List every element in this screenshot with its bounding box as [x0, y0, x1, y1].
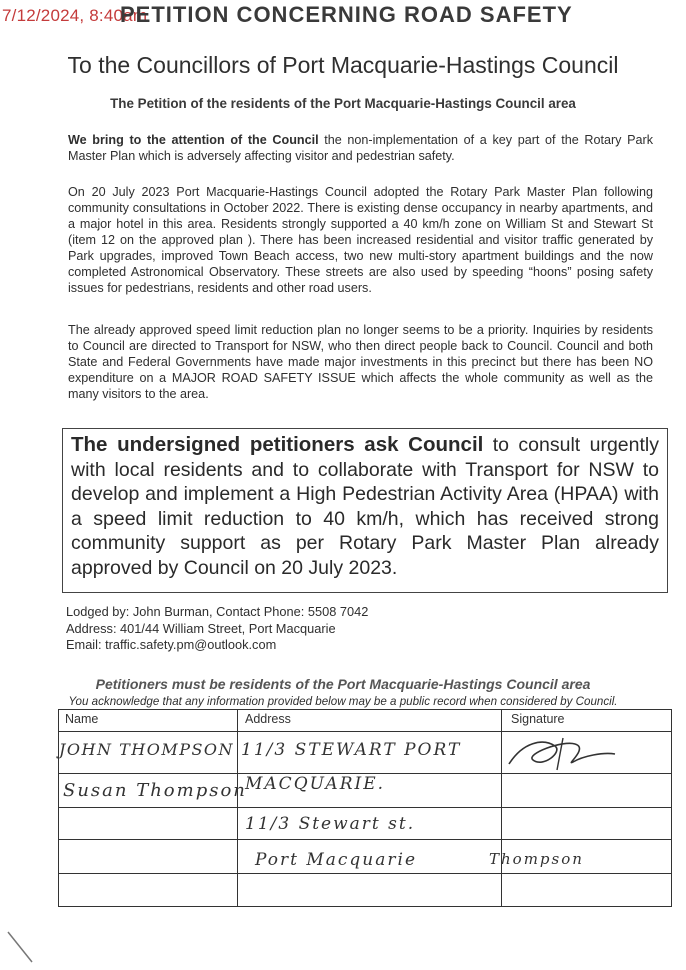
public-record-acknowledgement: You acknowledge that any information provided below may be a public record when considered by Council. [68, 695, 618, 708]
intro-bold-lead: We bring to the attention of the Council [68, 133, 319, 147]
lodged-by: Lodged by: John Burman, Contact Phone: 5508 7042 [66, 604, 369, 619]
handwritten-address-2: MACQUARIE. [245, 774, 386, 794]
signature-column-header: Signature [511, 712, 565, 726]
column-divider [501, 710, 502, 906]
handwritten-address-1: 11/3 STEWART PORT [241, 740, 462, 760]
petition-headline: PETITION CONCERNING ROAD SAFETY [120, 2, 573, 27]
issue-paragraph: The already approved speed limit reduction plan no longer seems to be a priority. Inquiries by residents to Council are directed to Transport for NSW, who then direct people back to Council. Council and both State and Federal Governments have made major investments in this precinct but there has been NO expenditure on a MAJOR ROAD SAFETY ISSUE which affects the whole community as well as the many visitors to the area. [68, 323, 653, 401]
petition-subtitle: The Petition of the residents of the Port Macquarie-Hastings Council area [110, 96, 576, 111]
row-line [59, 873, 671, 874]
name-column-header: Name [65, 712, 99, 726]
signature-scribble-1 [503, 732, 623, 774]
background-paragraph: On 20 July 2023 Port Macquarie-Hastings Council adopted the Rotary Park Master Plan following community consultations in October 2022. There is existing dense occupancy in nearby apartments, and a major hotel in this area. Residents strongly supported a 40 km/h zone on William St and Stewart St (item 12 on the approved plan ). There has been increased residential and visitor traffic generated by Park upgrades, improved Town Beach access, two new multi-story apartment buildings and the now completed Astronomical Observatory. These streets are also used by speeding “hoons” posing safety issues for pedestrians, residents and other road users. [68, 185, 653, 295]
address-column-header: Address [245, 712, 291, 726]
handwritten-signature-2: Thompson [489, 850, 584, 868]
row-line [59, 807, 671, 808]
residency-requirement: Petitioners must be residents of the Port Macquarie-Hastings Council area [95, 676, 591, 692]
handwritten-name-1: JOHN THOMPSON [59, 740, 235, 759]
column-divider [237, 710, 238, 906]
petition-request-lead: The undersigned petitioners ask Council [71, 433, 484, 456]
petition-request-text: to consult urgently with local residents and to collaborate with Transport for NSW to develop and implement a High Pedestrian Activity Area (HPAA) with a speed limit reduction to 40 km/h, which has received strong community support as per Rotary Park Master Plan already approved by Council on 20 July 2023. [71, 434, 659, 579]
row-line [59, 839, 671, 840]
lodger-email: Email: traffic.safety.pm@outlook.com [66, 637, 277, 652]
handwritten-name-2: Susan Thompson [63, 780, 247, 801]
margin-scuff-mark [6, 930, 36, 966]
intro-paragraph [68, 132, 653, 164]
signature-table [58, 709, 672, 907]
petition-request-box [62, 428, 668, 593]
addressee-line: To the Councillors of Port Macquarie-Hastings Council [67, 52, 619, 78]
handwritten-address-4: Port Macquarie [255, 850, 417, 870]
intro-text: the non-implementation of a key part of the Rotary Park Master Plan which is adversely affecting visitor and pedestrian safety. [68, 133, 653, 163]
lodger-address: Address: 401/44 William Street, Port Macquarie [66, 620, 336, 636]
lodger-details [66, 604, 368, 654]
handwritten-address-3: 11/3 Stewart st. [245, 814, 416, 834]
received-date-stamp: 7/12/2024, 8:40am [2, 6, 148, 25]
